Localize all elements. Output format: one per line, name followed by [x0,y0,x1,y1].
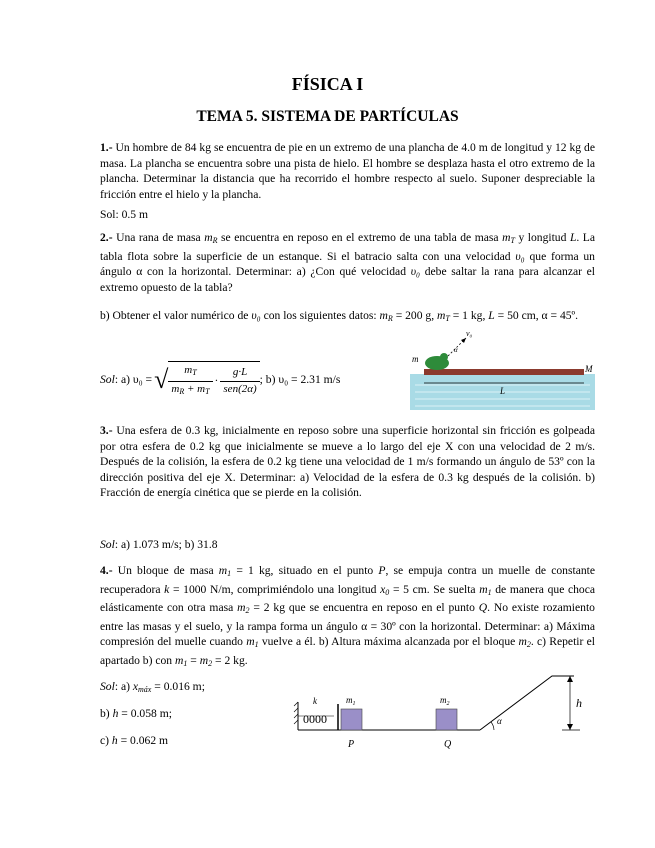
symbol-m: m [502,231,511,244]
problem-2-text: . La tabla flota sobre la superficie de un estanque. Si el batracio salta con una velocidad [100,231,596,263]
symbol-sub: R [212,236,218,245]
fig-alpha-label: α [497,716,502,726]
fig-m2-label: $m_2$ [440,695,450,707]
fraction-numerator: $m_T$ [168,363,212,382]
problem-4-number: 4.- [100,564,113,577]
problem-2-text: debe saltar la rana para alcanzar el extremo opuesto de la tabla? [100,265,596,294]
problem-2-text: que forma un ángulo α con la horizontal. Determinar: a) ¿Con qué velocidad [100,249,595,278]
problem-3-text: Una esfera de 0.3 kg, inicialmente en reposo sobre una superficie horizontal sin fricción es golpeada por otra esfera de 0.2 kg que inicialmente se mueve a lo largo del eje X con una velocidad de 2 m/s. Después de la colisión, la esfera de 0.2 kg tiene una velocidad de 1 m/s formando un ángulo de 53º con la dirección positiva del eje X. Determinar: a) Velocidad de la esfera de 0.3 kg después de la colisión. b) Fracción de energía cinética que se pierde en la colisión. [100,424,595,499]
symbol-v0: υ₀ [251,309,261,322]
fraction-mass [168,363,212,399]
board [424,369,584,375]
block-m2 [436,709,457,730]
fig-m1-label: $m_1$ [346,695,356,707]
fig-P-label: P [348,739,355,750]
symbol-v0: υ₀ [410,265,421,278]
problem-2 [100,230,595,295]
part-b-text: b) Obtener el valor numérico de [100,309,249,322]
problem-2-number: 2.- [100,231,113,244]
problem-3-number: 3.- [100,424,113,437]
frog-board-figure [410,330,600,410]
part-b-text: = 1 kg, [452,309,486,322]
fig-v0-label: v₀ [466,330,473,338]
problem-4-solution-b: b) h = 0.058 m; [100,707,172,720]
problem-4-solution-a: Sol: a) $x_{máx} = 0.016$ m; [100,680,205,694]
ramp [480,676,574,730]
problem-4-solution-c: c) h = 0.062 m [100,734,169,747]
fig-h-label: h [576,696,582,710]
problem-1-text: Un hombre de 84 kg se encuentra de pie en un extremo de una plancha de 4.0 m de longitud y 12 kg de masa. La plancha se encuentra sobre una pista de hielo. El hombre se desplaza hasta el otro extremo de la plancha. Determinar la distancia que ha recorrido el hombre respecto al suelo. Suponer despreciable la fricción entre el hielo y la plancha. [100,141,595,201]
spring-ramp-figure [290,672,600,752]
symbol-sub: T [510,236,515,245]
problem-3 [100,423,595,501]
fraction-denominator: $m_R + m_T$ [171,382,210,396]
symbol-sub: T [445,314,450,323]
symbol-m: m [204,231,213,244]
sol-text: : a) υ₀ = [114,373,153,387]
problem-1-solution: Sol: 0.5 m [100,208,148,221]
problem-2-text: y longitud [518,231,567,244]
fig-L-label: L [500,386,506,396]
fraction-trig [220,365,259,397]
spring: 0000 [303,712,327,726]
symbol-m: m [379,309,388,322]
symbol-L: L [488,309,495,322]
problem-4: 4.- Un bloque de masa $m_1 = 1$ kg, situado en el punto P, se empuja contra un muelle de constante recuperadora k = 1000 N/m, comprimiéndolo una longitud $x_0 = 5$ cm. Se suelta $m_1$ de manera que choca elásticamente con otra masa $m_2 = 2$ kg que se encuentra en reposo en el punto Q. No existe rozamiento entre las masas y el suelo, y la rampa forma un ángulo α = 30º con la horizontal. Determinar: a) Máxima compresión del muelle cuando $m_1$ vuelve a él. b) Altura máxima alcanzada por el bloque $m_2$. c) Repetir el apartado b) con $m_1 = m_2 = 2$ kg. [100,564,596,668]
fig-alpha-label: α [454,346,458,354]
problem-1 [100,140,595,202]
symbol-sub: R [387,314,393,323]
sol-text: : a) 1.073 m/s; b) 31.8 [114,538,218,551]
problem-2-text: Una rana de masa [116,231,201,244]
problem-2-part-b [100,308,595,327]
sqrt-sign: √ [154,365,169,394]
sol-label: Sol [100,538,115,551]
symbol-L: L [569,231,577,244]
fig-k-label: k [313,696,317,706]
part-b-text: = 200 g, [395,309,435,322]
symbol-v0: υ₀ [515,249,525,263]
fig-m-label: m [412,354,419,364]
page-subtitle: TEMA 5. SISTEMA DE PARTÍCULAS [196,108,459,125]
page-title: FÍSICA I [291,74,364,94]
problem-2-solution [100,364,340,396]
sqrt-content: $\frac{m_T}{m_R + m_T}$ · $\frac{g\cdot L}{\text{sen(2α)}}$ [168,361,259,399]
part-b-text: = 50 cm, α = 45º. [497,309,579,322]
problem-2-text: se encuentra en reposo en el extremo de una tabla de masa [221,231,499,244]
fig-M-label: M [585,364,593,374]
sol-label: Sol [100,373,115,387]
problem-1-number: 1.- [100,141,113,154]
block-m1 [341,709,362,730]
sol-text: ; b) υ₀ = 2.31 m/s [259,373,341,387]
problem-3-solution [100,537,218,553]
fraction-denominator: sen(2α) [223,382,257,395]
fraction-numerator: g·L [220,365,259,382]
fig-Q-label: Q [444,739,452,750]
symbol-m: m [437,309,446,322]
part-b-text: con los siguientes datos: [263,309,377,322]
